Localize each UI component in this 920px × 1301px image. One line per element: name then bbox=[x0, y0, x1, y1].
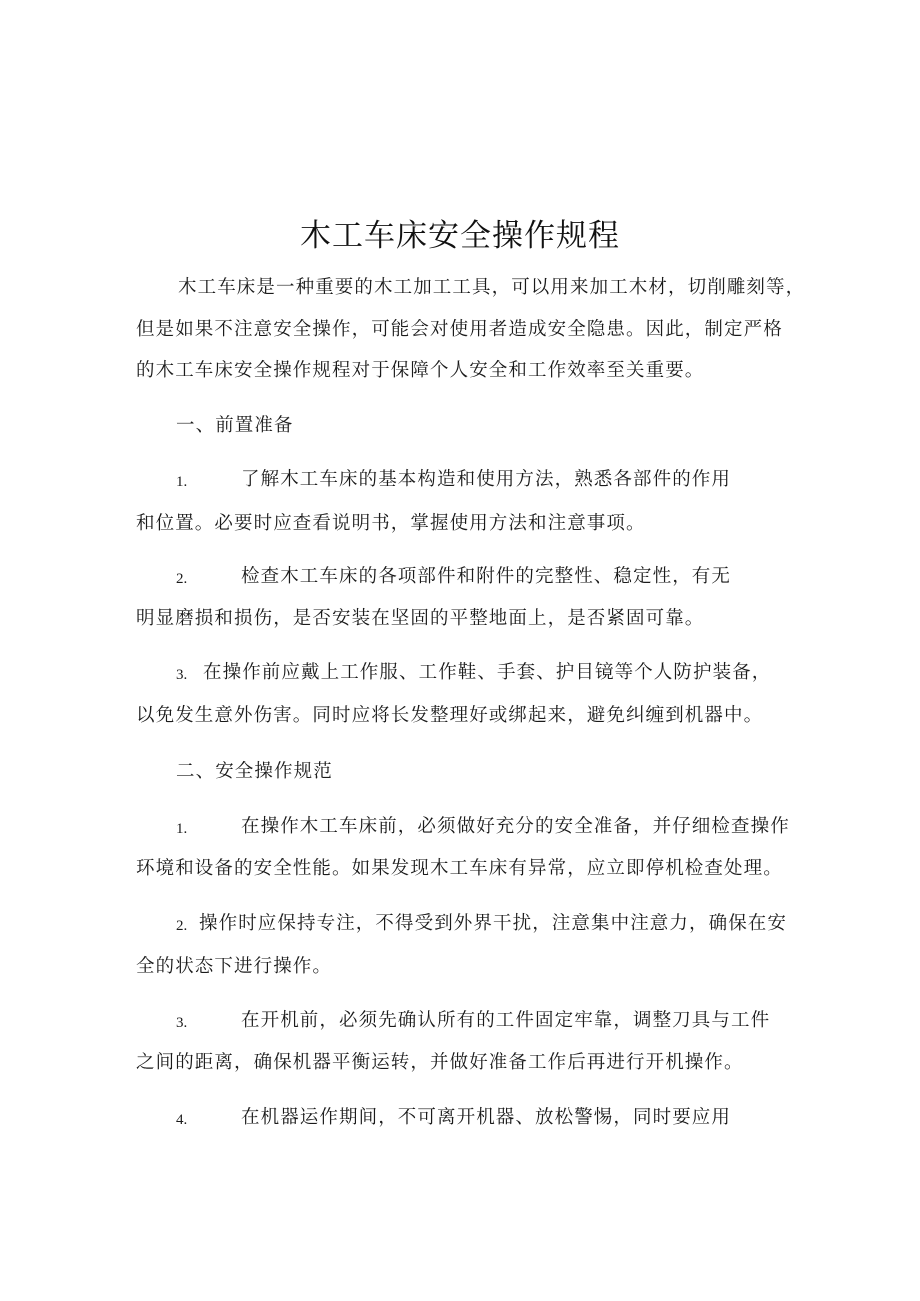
section-2-item-2-line-2: 全的状态下进行操作。 bbox=[136, 956, 333, 977]
section-2-item-3-line-2: 之间的距离，确保机器平衡运转，并做好准备工作后再进行开机操作。 bbox=[136, 1052, 744, 1073]
intro-line-1: 木工车床是一种重要的木工加工工具，可以用来加工木材，切削雕刻等， bbox=[178, 277, 806, 298]
section-1-item-2-line-1: 检查木工车床的各项部件和附件的完整性、稳定性，有无 bbox=[241, 566, 732, 587]
section-1-item-1-line-1: 了解木工车床的基本构造和使用方法，熟悉各部件的作用 bbox=[241, 469, 732, 490]
section-2-item-1-number: 1. bbox=[176, 821, 188, 837]
section-2-item-2-line-1: 操作时应保持专注，不得受到外界干扰，注意集中注意力，确保在安 bbox=[199, 913, 788, 934]
section-1-item-3-line-1: 在操作前应戴上工作服、工作鞋、手套、护目镜等个人防护装备， bbox=[203, 662, 772, 683]
section-1-item-2-line-2: 明显磨损和损伤，是否安装在坚固的平整地面上，是否紧固可靠。 bbox=[136, 608, 705, 629]
section-2-item-3-number: 3. bbox=[176, 1015, 188, 1031]
section-2-item-1-line-1: 在操作木工车床前，必须做好充分的安全准备，并仔细检查操作 bbox=[241, 816, 790, 837]
section-2-item-3-line-1: 在开机前，必须先确认所有的工件固定牢靠，调整刀具与工件 bbox=[241, 1010, 771, 1031]
intro-line-2: 但是如果不注意安全操作，可能会对使用者造成安全隐患。因此，制定严格 bbox=[136, 319, 783, 340]
section-1-item-2-number: 2. bbox=[176, 571, 188, 587]
section-2-heading: 二、安全操作规范 bbox=[176, 761, 333, 782]
section-1-item-1-number: 1. bbox=[176, 474, 188, 490]
section-1-item-3-number: 3. bbox=[176, 667, 188, 683]
intro-line-3: 的木工车床安全操作规程对于保障个人安全和工作效率至关重要。 bbox=[136, 360, 705, 381]
section-1-item-1-line-2: 和位置。必要时应查看说明书，掌握使用方法和注意事项。 bbox=[136, 513, 646, 534]
section-1-heading: 一、前置准备 bbox=[176, 415, 294, 436]
section-2-item-4-line-1: 在机器运作期间，不可离开机器、放松警惕，同时要应用 bbox=[241, 1107, 732, 1128]
document-title: 木工车床安全操作规程 bbox=[300, 218, 620, 254]
section-1-item-3-line-2: 以免发生意外伤害。同时应将长发整理好或绑起来，避免纠缠到机器中。 bbox=[136, 705, 764, 726]
section-2-item-4-number: 4. bbox=[176, 1112, 188, 1128]
section-2-item-2-number: 2. bbox=[176, 918, 188, 934]
section-2-item-1-line-2: 环境和设备的安全性能。如果发现木工车床有异常，应立即停机检查处理。 bbox=[136, 858, 783, 879]
